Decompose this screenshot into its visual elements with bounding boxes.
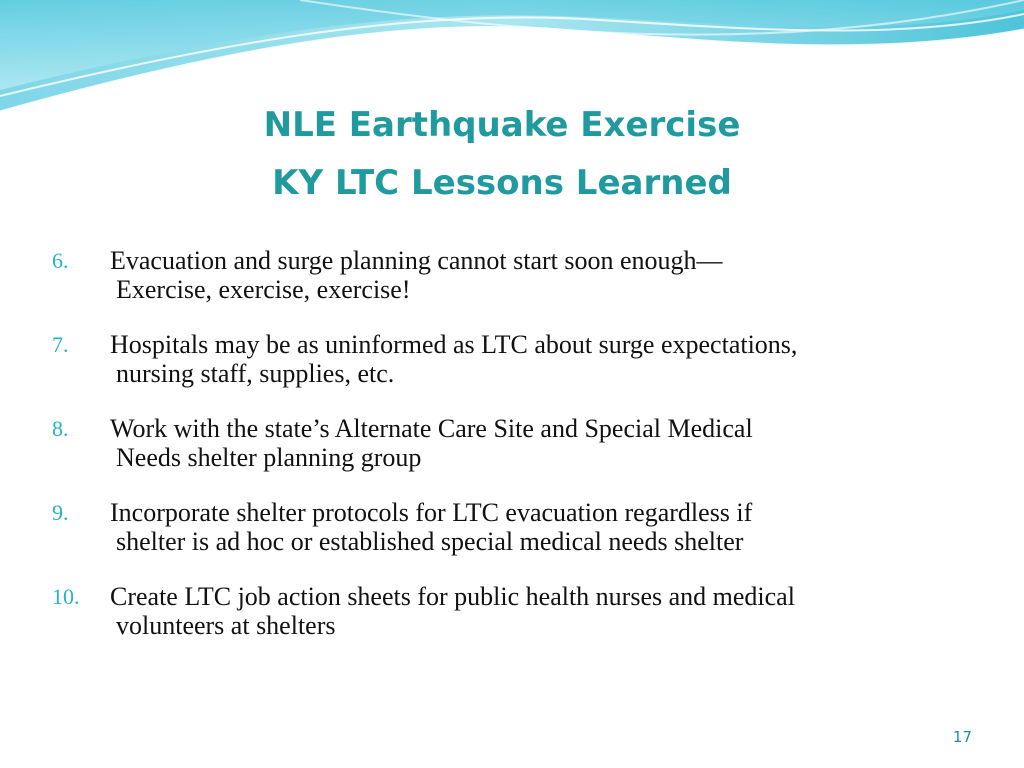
item-text-line-2: Exercise, exercise, exercise! bbox=[116, 275, 411, 304]
item-number: 6. bbox=[52, 248, 69, 273]
slide-title bbox=[0, 96, 1004, 212]
list-item bbox=[52, 498, 1002, 556]
title-line-1: NLE Earthquake Exercise bbox=[263, 105, 741, 145]
item-text-line-2: volunteers at shelters bbox=[116, 611, 336, 640]
list-item bbox=[52, 414, 1002, 472]
item-text-line-2: nursing staff, supplies, etc. bbox=[116, 359, 395, 388]
item-text-line-1: Incorporate shelter protocols for LTC evacuation regardless if bbox=[110, 498, 753, 527]
item-text-line-1: Evacuation and surge planning cannot start soon enough— bbox=[110, 246, 723, 275]
item-number: 8. bbox=[52, 416, 69, 441]
item-text-line-1: Work with the state’s Alternate Care Site and Special Medical bbox=[110, 414, 753, 443]
list-item bbox=[52, 582, 1002, 640]
list-item bbox=[52, 330, 1002, 388]
lessons-list bbox=[52, 246, 1002, 666]
page-number: 17 bbox=[952, 728, 972, 746]
item-text-line-1: Hospitals may be as uninformed as LTC about surge expectations, bbox=[110, 330, 798, 359]
item-number: 10. bbox=[52, 584, 80, 609]
item-text-line-2: Needs shelter planning group bbox=[116, 443, 422, 472]
item-text-line-2: shelter is ad hoc or established special medical needs shelter bbox=[116, 527, 744, 556]
item-number: 7. bbox=[52, 332, 69, 357]
item-number: 9. bbox=[52, 500, 69, 525]
item-text-line-1: Create LTC job action sheets for public health nurses and medical bbox=[110, 582, 795, 611]
list-item bbox=[52, 246, 1002, 304]
title-line-2: KY LTC Lessons Learned bbox=[272, 163, 732, 203]
